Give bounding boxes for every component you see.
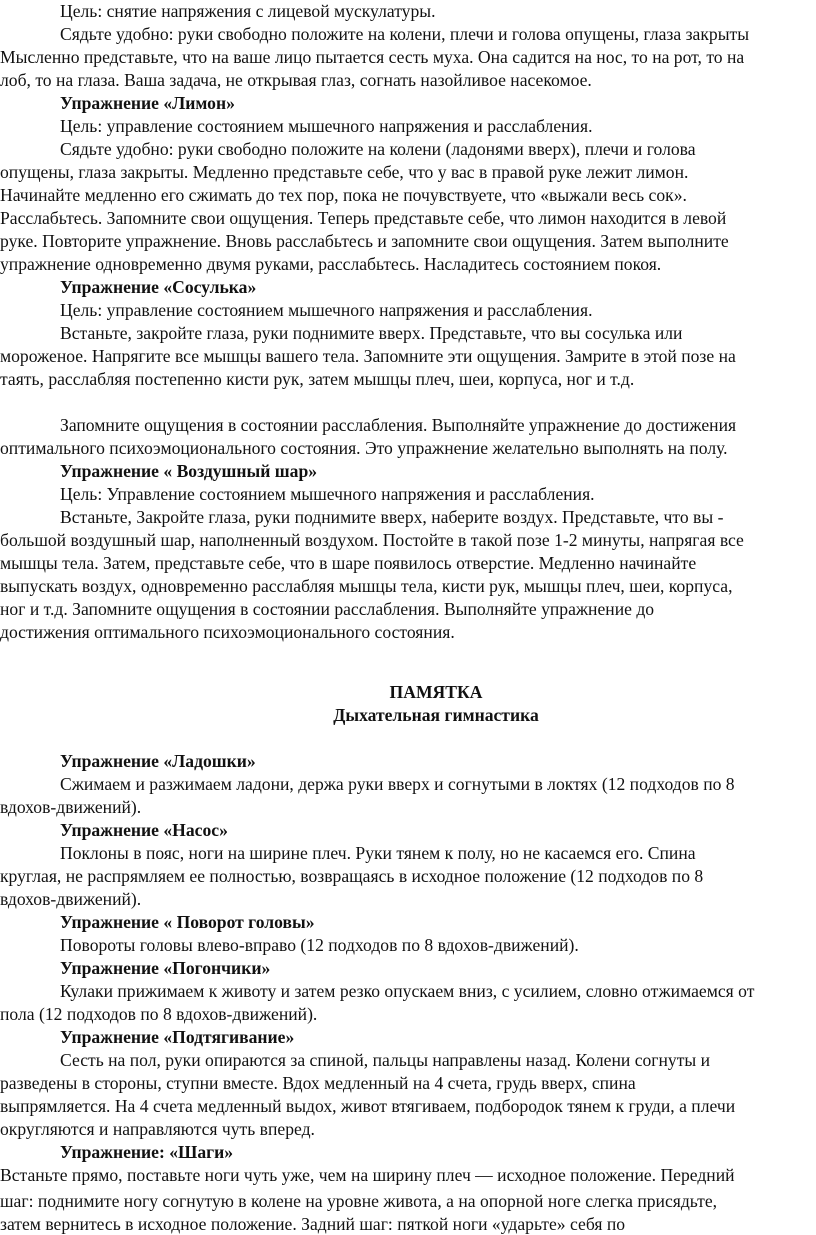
- paragraph-line: Начинайте медленно его сжимать до тех пор, пока не почувствуете, что «выжали весь сок».: [0, 185, 687, 205]
- paragraph-line: округляются и направляются чуть вперед.: [0, 1119, 315, 1139]
- paragraph-line: Повороты головы влево-вправо (12 подходов по 8 вдохов-движений).: [60, 935, 579, 955]
- paragraph-line: Расслабьтесь. Запомните свои ощущения. Теперь представьте себе, что лимон находится в левой: [0, 208, 727, 228]
- paragraph-line: круглая, не распрямляем ее полностью, возвращаясь в исходное положение (12 подходов по 8: [0, 866, 704, 886]
- paragraph-line: руке. Повторите упражнение. Вновь расслабьтесь и запомните свои ощущения. Затем выполните: [0, 231, 729, 251]
- paragraph-line: мышцы тела. Затем, представьте себе, что в шаре появилось отверстие. Медленно начинайте: [0, 553, 697, 573]
- paragraph-line: Сжимаем и разжимаем ладони, держа руки вверх и согнутыми в локтях (12 подходов по 8: [60, 774, 735, 794]
- paragraph-line: Сядьте удобно: руки свободно положите на колени (ладонями вверх), плечи и голова: [60, 139, 696, 159]
- paragraph-line: упражнение одновременно двумя руками, расслабьтесь. Насладитесь состоянием покоя.: [0, 254, 662, 274]
- memo-subtitle: Дыхательная гимнастика: [333, 705, 539, 725]
- paragraph-line: Встаньте прямо, поставьте ноги чуть уже, чем на ширину плеч — исходное положение. Передний: [0, 1165, 735, 1185]
- paragraph-line: вдохов-движений).: [0, 797, 142, 817]
- paragraph-line: шаг: поднимите ногу согнутую в колене на уровне живота, а на опорной ноге слегка присядьте,: [0, 1191, 718, 1211]
- paragraph-line: Сесть на пол, руки опираются за спиной, пальцы направлены назад. Колени согнуты и: [60, 1050, 711, 1070]
- paragraph-line: ног и т.д. Запомните ощущения в состоянии расслабления. Выполняйте упражнение до: [0, 599, 655, 619]
- exercise-title-pullup: Упражнение «Подтягивание»: [60, 1027, 295, 1047]
- paragraph-line: оптимального психоэмоционального состояния. Это упражнение желательно выполнять на полу.: [0, 438, 728, 458]
- paragraph-line: выпускать воздух, одновременно расслабляя мышцы тела, кисти рук, мышцы плеч, шеи, корпуса,: [0, 576, 733, 596]
- exercise-title-palms: Упражнение «Ладошки»: [60, 751, 256, 771]
- paragraph-line: Цель: снятие напряжения с лицевой мускулатуры.: [60, 1, 436, 21]
- paragraph-line: Встаньте, Закройте глаза, руки поднимите вверх, наберите воздух. Представьте, что вы -: [60, 507, 724, 527]
- paragraph-line: вдохов-движений).: [0, 889, 142, 909]
- paragraph-line: достижения оптимального психоэмоционального состояния.: [0, 622, 455, 642]
- paragraph-line: мороженое. Напрягите все мышцы вашего тела. Запомните эти ощущения. Замрите в этой позе на: [0, 346, 736, 366]
- paragraph-line: опущены, глаза закрыты. Медленно представьте себе, что у вас в правой руке лежит лимон.: [0, 162, 689, 182]
- paragraph-line: выпрямляется. На 4 счета медленный выдох, живот втягиваем, подбородок тянем к груди, а плечи: [0, 1096, 736, 1116]
- paragraph-line: пола (12 подходов по 8 вдохов-движений).: [0, 1004, 318, 1024]
- paragraph-line: Кулаки прижимаем к животу и затем резко опускаем вниз, с усилием, словно отжимаемся от: [60, 981, 755, 1001]
- exercise-title-lemon: Упражнение «Лимон»: [60, 93, 235, 113]
- memo-title: ПАМЯТКА: [389, 682, 483, 702]
- exercise-title-icicle: Упражнение «Сосулька»: [60, 277, 257, 297]
- paragraph-line: лоб, то на глаза. Ваша задача, не открывая глаз, согнать назойливое насекомое.: [0, 70, 592, 90]
- exercise-title-balloon: Упражнение « Воздушный шар»: [60, 461, 318, 481]
- paragraph-line: Сядьте удобно: руки свободно положите на колени, плечи и голова опущены, глаза закрыты: [60, 24, 750, 44]
- exercise-title-epaulets: Упражнение «Погончики»: [60, 958, 271, 978]
- paragraph-line: разведены в стороны, ступни вместе. Вдох медленный на 4 счета, грудь вверх, спина: [0, 1073, 636, 1093]
- paragraph-line: Мысленно представьте, что на ваше лицо пытается сесть муха. Она садится на нос, то на рот, то на: [0, 47, 745, 67]
- paragraph-line: Запомните ощущения в состоянии расслабления. Выполняйте упражнение до достижения: [60, 415, 737, 435]
- exercise-goal: Цель: управление состоянием мышечного напряжения и расслабления.: [60, 300, 593, 320]
- paragraph-line: Встаньте, закройте глаза, руки поднимите вверх. Представьте, что вы сосулька или: [60, 323, 683, 343]
- exercise-title-head-turn: Упражнение « Поворот головы»: [60, 912, 315, 932]
- paragraph-line: большой воздушный шар, наполненный воздухом. Постойте в такой позе 1-2 минуты, напрягая все: [0, 530, 744, 550]
- exercise-goal: Цель: Управление состоянием мышечного напряжения и расслабления.: [60, 484, 595, 504]
- paragraph-line: затем вернитесь в исходное положение. Задний шаг: пяткой ноги «ударьте» себя по: [0, 1214, 626, 1234]
- paragraph-line: таять, расслабляя постепенно кисти рук, затем мышцы плеч, шеи, корпуса, ног и т.д.: [0, 369, 635, 389]
- paragraph-line: Поклоны в пояс, ноги на ширине плеч. Руки тянем к полу, но не касаемся его. Спина: [60, 843, 696, 863]
- exercise-goal: Цель: управление состоянием мышечного напряжения и расслабления.: [60, 116, 593, 136]
- exercise-title-steps: Упражнение: «Шаги»: [60, 1142, 234, 1162]
- exercise-title-pump: Упражнение «Насос»: [60, 820, 228, 840]
